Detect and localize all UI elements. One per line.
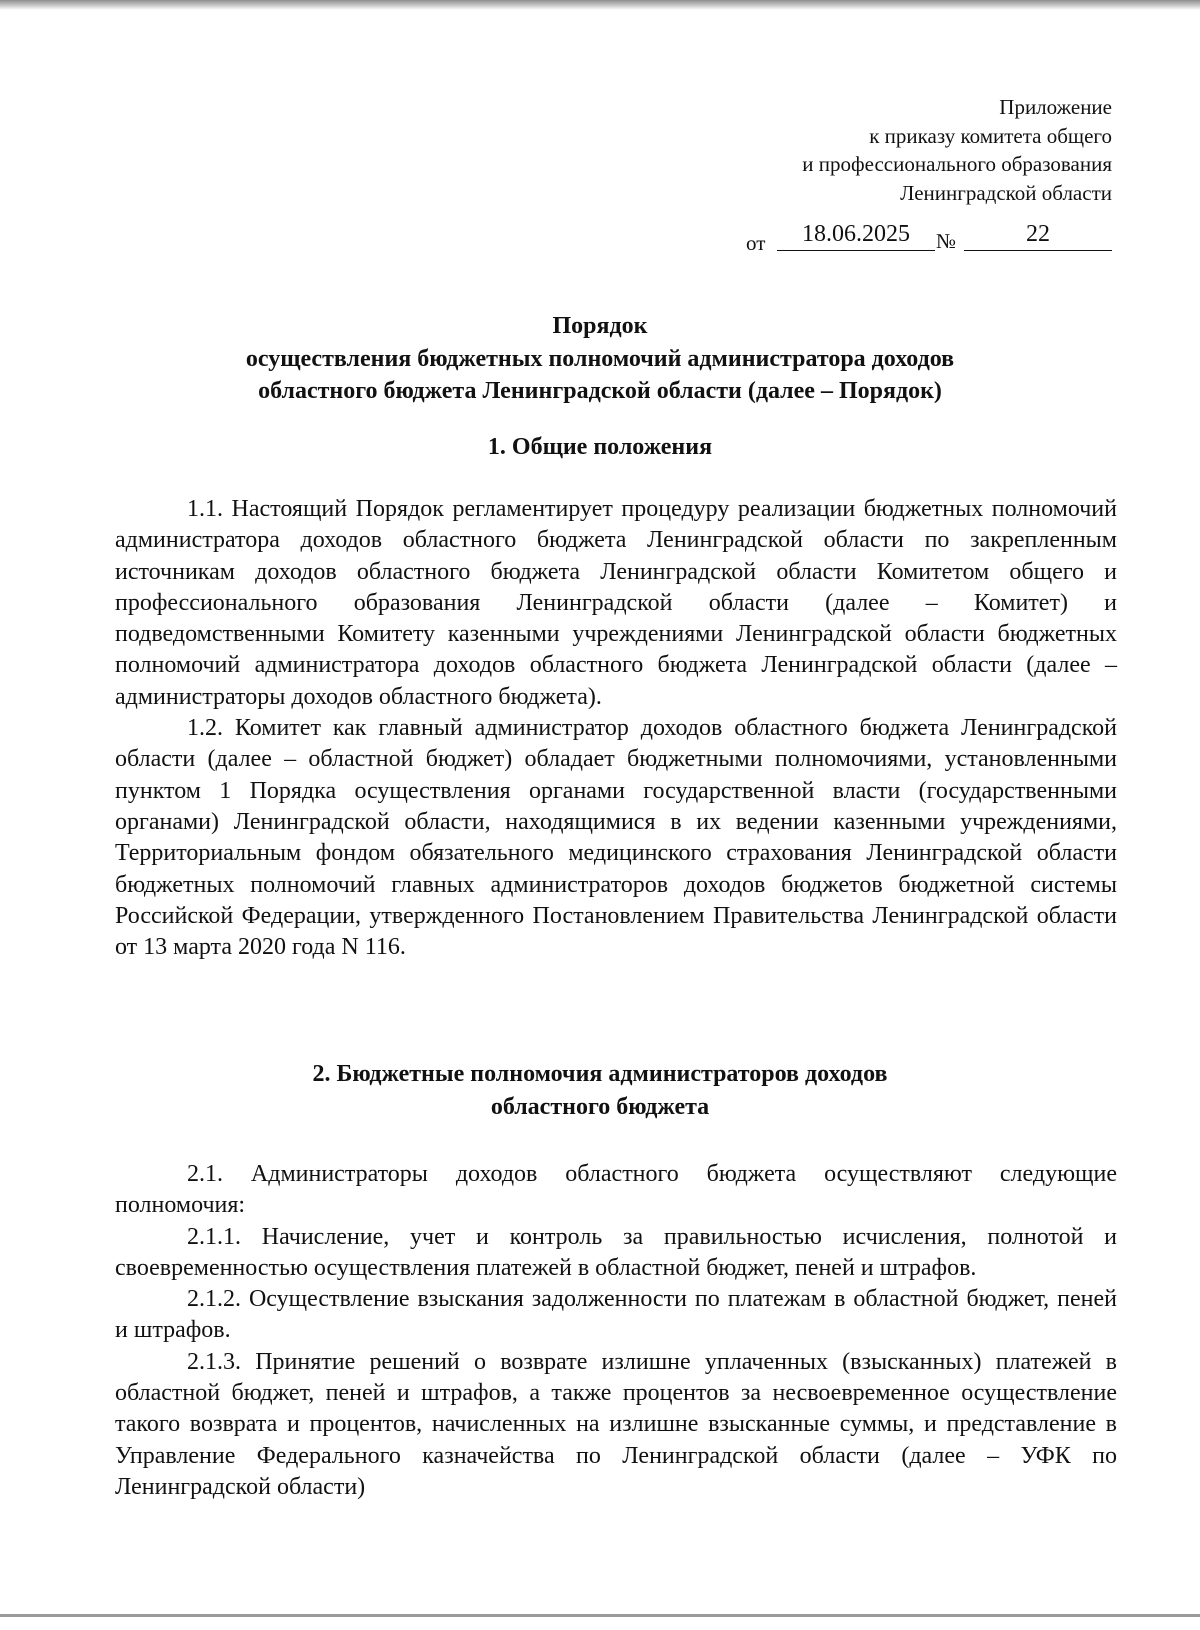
paragraph: 2.1.1. Начисление, учет и контроль за правильностью исчисления, полнотой и своевременностью осуществления платежей в областной бюджет, пеней и штрафов. <box>115 1223 1117 1281</box>
paragraph: 2.1.2. Осуществление взыскания задолженности по платежам в областной бюджет, пеней и штрафов. <box>115 1286 1117 1344</box>
document-subtitle-line: осуществления бюджетных полномочий администратора доходов <box>245 346 955 372</box>
paragraph: 1.2. Комитет как главный администратор доходов областного бюджета Ленинградской области (далее – областной бюджет) обладает бюджетными полномочиями, установленными пунктом 1 Порядка осуществления органами государственной власти (государственными органами) Ленинградской области, находящимися в их ведении казенными учреждениями, Территориальным фондом обязательного медицинского страхования Ленинградской области бюджетных полномочий главных администраторов доходов бюджетов бюджетной системы Российской Федерации, утвержденного Постановлением Правительства Ленинградской области от 13 марта 2020 года N 116. <box>115 715 1117 961</box>
section-heading-continuation: областного бюджета <box>490 1094 710 1120</box>
section-heading: 2. Бюджетные полномочия администраторов доходов <box>312 1061 888 1087</box>
document-subtitle-line: областного бюджета Ленинградской области (далее – Порядок) <box>258 378 942 404</box>
header-line: и профессионального образования <box>802 152 1112 176</box>
order-date: 18.06.2025 <box>777 221 935 251</box>
header-line: Ленинградской области <box>900 180 1112 205</box>
order-number: 22 <box>964 221 1112 251</box>
paragraph: 2.1.3. Принятие решений о возврате излишне уплаченных (взысканных) платежей в областной бюджет, пеней и штрафов, а также процентов за несвоевременное осуществление такого возврата и процентов, начисленных на излишне взысканные суммы, и представление в Управление Федерального казначейства по Ленинградской области (далее – УФК по Ленинградской области) <box>115 1348 1117 1500</box>
order-number-sign: № <box>936 229 957 253</box>
paragraph: 1.1. Настоящий Порядок регламентирует процедуру реализации бюджетных полномочий администратора доходов областного бюджета Ленинградской области по закрепленным источникам доходов областного бюджета Ленинградской области Комитетом общего и профессионального образования Ленинградской области (далее – Комитет) и подведомственными Комитету казенными учреждениями Ленинградской области бюджетных полномочий администратора доходов областного бюджета Ленинградской области (далее – администраторы доходов областного бюджета). <box>115 496 1117 710</box>
scan-edge-top <box>0 0 1200 10</box>
scan-edge-bottom <box>0 1614 1200 1617</box>
document-title: Порядок <box>552 313 648 339</box>
order-from-label: от <box>746 231 766 255</box>
paragraph: 2.1. Администраторы доходов областного бюджета осуществляют следующие полномочия: <box>115 1161 1117 1219</box>
section-body <box>115 494 1117 963</box>
attachment-header <box>802 93 1112 207</box>
section-body <box>115 1159 1117 1503</box>
order-reference <box>746 221 1112 255</box>
section-heading: 1. Общие положения <box>487 434 713 460</box>
header-line: к приказу комитета общего <box>869 123 1112 148</box>
header-line: Приложение <box>999 95 1112 119</box>
